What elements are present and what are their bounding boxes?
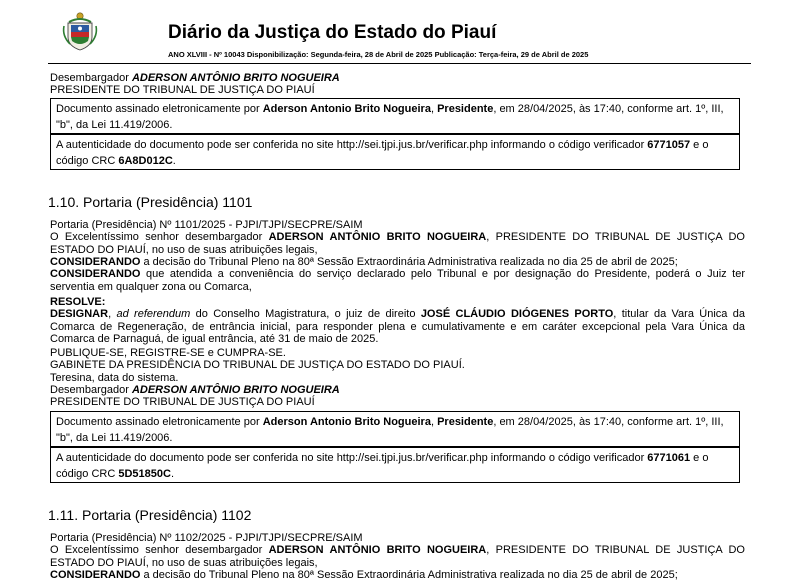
page-header [0,0,793,66]
resolve-heading: RESOLVE: [50,296,106,308]
page-title: Diário da Justiça do Estado do Piauí [168,22,497,43]
ordinance-reference: Portaria (Presidência) Nº 1101/2025 - PJPI/TJPI/SECPRE/SAIM [50,219,363,231]
coat-of-arms-icon [60,10,100,52]
ordinance-intro: O Excelentíssimo senhor desembargador ADERSON ANTÔNIO BRITO NOGUEIRA, PRESIDENTE DO TRIBUNAL DE JUSTIÇA DO ESTADO DO PIAUÍ, no uso de suas atribuições legais, [50,544,745,569]
designation-paragraph: DESIGNAR, ad referendum do Conselho Magistratura, o juiz de direito JOSÉ CLÁUDIO DIÓGENES PORTO, titular da Vara Única da Comarca de Regeneração, de entrância inicial, para responder plena e cumulativamente e em caráter excepcional pela Vara Única da Comarca de Parnaguá, de igual entrância, até 31 de maio de 2025. [50,308,745,345]
verification-code: 6771057 [647,139,691,151]
ordinance-intro: O Excelentíssimo senhor desembargador ADERSON ANTÔNIO BRITO NOGUEIRA, PRESIDENTE DO TRIBUNAL DE JUSTIÇA DO ESTADO DO PIAUÍ, no uso de suas atribuições legais, [50,231,745,256]
cabinet-line: GABINETE DA PRESIDÊNCIA DO TRIBUNAL DE JUSTIÇA DO ESTADO DO PIAUÍ. [50,359,465,371]
electronic-signature-box: Documento assinado eletronicamente por Aderson Antonio Brito Nogueira, Presidente, em 28/04/2025, às 17:40, conforme art. 1º, III, "b", da Lei 11.419/2006. [50,98,740,134]
signature-role: PRESIDENTE DO TRIBUNAL DE JUSTIÇA DO PIAUÍ [50,396,315,408]
authenticity-box: A autenticidade do documento pode ser conferida no site http://sei.tjpi.jus.br/verificar.php informando o código verificador 6771061 e o código CRC 5D51850C. [50,447,740,483]
signature-line: Desembargador ADERSON ANTÔNIO BRITO NOGUEIRA [50,72,340,84]
signer-name: ADERSON ANTÔNIO BRITO NOGUEIRA [131,72,340,84]
crc-code: 6A8D012C [118,154,173,167]
signature-line: Desembargador ADERSON ANTÔNIO BRITO NOGUEIRA [50,384,340,396]
authenticity-box: A autenticidade do documento pode ser conferida no site http://sei.tjpi.jus.br/verificar.php informando o código verificador 6771057 e o código CRC 6A8D012C. [50,134,740,170]
considerando-2: CONSIDERANDO que atendida a conveniência do serviço declarado pelo Tribunal e por designação do Presidente, poderá o Juiz ter serventia em qualquer zona ou Comarca, [50,268,745,293]
crc-code: 5D51850C [118,467,171,480]
publish-line: PUBLIQUE-SE, REGISTRE-SE e CUMPRA-SE. [50,347,286,359]
considerando-1: CONSIDERANDO a decisão do Tribunal Pleno na 80ª Sessão Extraordinária Administrativa realizada no dia 25 de abril de 2025; [50,569,678,581]
place-date-line: Teresina, data do sistema. [50,372,179,384]
section-heading: 1.11. Portaria (Presidência) 1102 [48,507,252,523]
signer-name: ADERSON ANTÔNIO BRITO NOGUEIRA [131,384,340,396]
section-heading: 1.10. Portaria (Presidência) 1101 [48,194,253,210]
considerando-1: CONSIDERANDO a decisão do Tribunal Pleno na 80ª Sessão Extraordinária Administrativa realizada no dia 25 de abril de 2025; [50,256,678,268]
ordinance-reference: Portaria (Presidência) Nº 1102/2025 - PJPI/TJPI/SECPRE/SAIM [50,532,363,544]
verification-code: 6771061 [647,452,691,464]
header-divider [48,63,751,64]
electronic-signature-box: Documento assinado eletronicamente por Aderson Antonio Brito Nogueira, Presidente, em 28/04/2025, às 17:40, conforme art. 1º, III, "b", da Lei 11.419/2006. [50,411,740,447]
signature-role: PRESIDENTE DO TRIBUNAL DE JUSTIÇA DO PIAUÍ [50,84,315,96]
edition-line: ANO XLVIII - Nº 10043 Disponibilização: Segunda-feira, 28 de Abril de 2025 Publicação: Terça-feira, 29 de Abril de 2025 [168,50,589,59]
